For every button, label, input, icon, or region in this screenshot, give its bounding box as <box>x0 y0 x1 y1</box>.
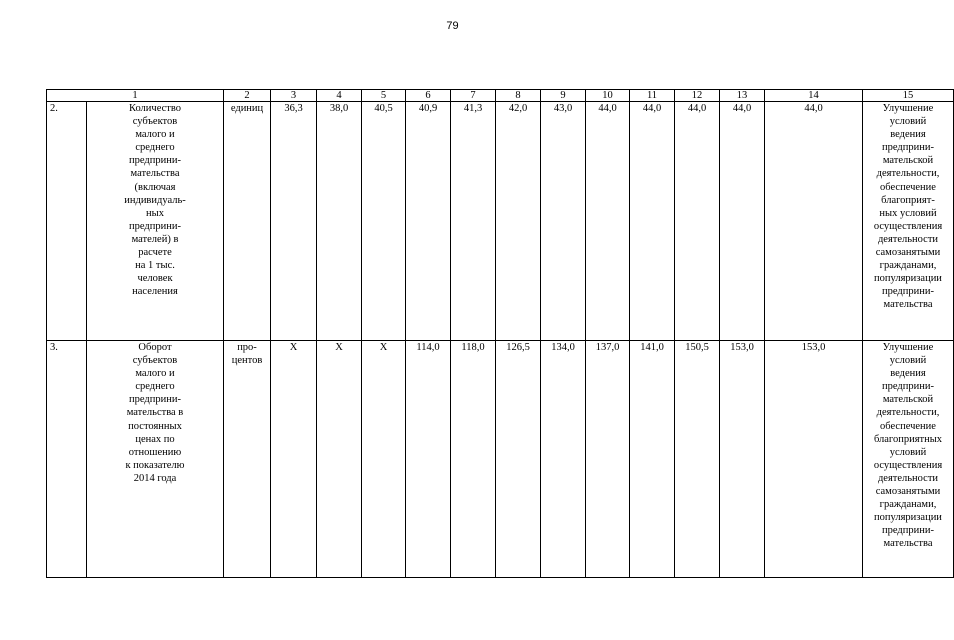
cell-text-line: мательства <box>883 538 933 550</box>
cell-text-line: ведения <box>890 368 926 380</box>
cell-text-line: условий <box>889 446 927 458</box>
header-cell: 2 <box>224 90 271 102</box>
cell-text-line: Количество <box>128 103 182 114</box>
header-cell: 13 <box>720 90 765 102</box>
cell-text-line: на 1 тыс. <box>135 260 175 272</box>
cell-text-line: предприни- <box>882 525 934 537</box>
value-cell: 42,0 <box>496 102 541 341</box>
cell-text-line: среднего <box>135 381 175 393</box>
cell-text-line: мательства <box>130 168 180 180</box>
unit-cell <box>224 341 271 578</box>
cell-text-line: человек <box>137 273 173 285</box>
value-cell: 141,0 <box>630 341 675 578</box>
value-cell: 153,0 <box>720 341 765 578</box>
value-cell: Х <box>271 341 317 578</box>
cell-text-line: мателей) в <box>131 233 179 245</box>
cell-text-line: ных <box>146 207 164 219</box>
header-cell: 15 <box>863 90 954 102</box>
value-cell: 118,0 <box>451 341 496 578</box>
cell-text-line: субъектов <box>132 355 178 367</box>
value-cell: 40,9 <box>406 102 451 341</box>
unit-cell <box>224 102 271 341</box>
cell-text-line: предприни- <box>129 220 181 232</box>
cell-text-line: среднего <box>135 142 175 154</box>
cell-text-line: Улучшение <box>882 103 934 114</box>
value-cell: 153,0 <box>765 341 863 578</box>
cell-text-line: обеспечение <box>880 420 936 432</box>
cell-text-line: (включая <box>134 181 176 193</box>
value-cell: 126,5 <box>496 341 541 578</box>
header-cell: 14 <box>765 90 863 102</box>
cell-text-line: к показателю <box>125 459 185 471</box>
cell-text-line: 2014 года <box>133 472 177 484</box>
value-cell: 41,3 <box>451 102 496 341</box>
cell-text-line: деятельности, <box>876 407 940 419</box>
value-cell: 40,5 <box>362 102 406 341</box>
cell-text-line: центов <box>231 355 263 367</box>
page-number: 79 <box>446 20 459 32</box>
value-cell: 44,0 <box>586 102 630 341</box>
value-cell: 114,0 <box>406 341 451 578</box>
cell-text-line: индивидуаль- <box>124 194 186 206</box>
cell-text-line: самозанятыми <box>875 486 941 498</box>
cell-text-line: гражданами, <box>879 260 937 272</box>
value-cell: 150,5 <box>675 341 720 578</box>
value-cell: 44,0 <box>630 102 675 341</box>
cell-text-line: обеспечение <box>880 181 936 193</box>
indicator-name-cell <box>87 102 224 341</box>
indicators-table <box>46 89 954 578</box>
cell-text-line: благоприят- <box>881 194 935 206</box>
cell-text-line: деятельности <box>877 472 939 484</box>
header-cell: 9 <box>541 90 586 102</box>
header-cell: 11 <box>630 90 675 102</box>
row-number-cell: 3. <box>47 341 87 578</box>
cell-text-line: населения <box>132 286 178 298</box>
cell-text-line: популяризации <box>874 273 942 285</box>
header-cell: 6 <box>406 90 451 102</box>
table-row <box>47 341 954 578</box>
cell-text-line: благоприятных <box>873 433 943 445</box>
cell-text-line: постоянных <box>128 420 182 432</box>
cell-text-line: мательской <box>882 155 934 167</box>
notes-cell <box>863 102 954 341</box>
header-cell: 4 <box>317 90 362 102</box>
cell-text-line: Улучшение <box>882 342 934 353</box>
cell-text-line: осуществления <box>873 459 943 471</box>
cell-text-line: условий <box>889 355 927 367</box>
cell-text-line: мательской <box>882 394 934 406</box>
value-cell: 44,0 <box>675 102 720 341</box>
value-cell: 38,0 <box>317 102 362 341</box>
cell-text-line: деятельности <box>877 233 939 245</box>
row-number-cell: 2. <box>47 102 87 341</box>
value-cell: 44,0 <box>765 102 863 341</box>
cell-text-line: расчете <box>138 247 172 259</box>
cell-text-line: мательства <box>883 299 933 311</box>
cell-text-line: малого и <box>135 129 175 141</box>
value-cell: 137,0 <box>586 341 630 578</box>
cell-text-line: про- <box>237 342 257 353</box>
cell-text-line: предприни- <box>129 394 181 406</box>
cell-text-line: ценах по <box>135 433 175 445</box>
header-cell: 7 <box>451 90 496 102</box>
value-cell: Х <box>362 341 406 578</box>
value-cell: 43,0 <box>541 102 586 341</box>
cell-text-line: предприни- <box>882 142 934 154</box>
cell-text-line: ных условий <box>879 207 937 219</box>
cell-text-line: малого и <box>135 368 175 380</box>
value-cell: 44,0 <box>720 102 765 341</box>
value-cell: Х <box>317 341 362 578</box>
cell-text-line: популяризации <box>874 512 942 524</box>
cell-text-line: предприни- <box>882 381 934 393</box>
cell-text-line: предприни- <box>129 155 181 167</box>
cell-text-line: гражданами, <box>879 499 937 511</box>
notes-cell <box>863 341 954 578</box>
cell-text-line: Оборот <box>138 342 172 353</box>
cell-text-line: деятельности, <box>876 168 940 180</box>
header-cell: 1 <box>47 90 224 102</box>
indicator-name-cell <box>87 341 224 578</box>
header-cell: 8 <box>496 90 541 102</box>
value-cell: 36,3 <box>271 102 317 341</box>
table-row <box>47 102 954 341</box>
header-cell: 5 <box>362 90 406 102</box>
cell-text-line: предприни- <box>882 286 934 298</box>
cell-text-line: самозанятыми <box>875 247 941 259</box>
cell-text-line: осуществления <box>873 220 943 232</box>
column-number-row <box>47 90 954 102</box>
cell-text-line: отношению <box>128 446 182 458</box>
cell-text-line: мательства в <box>126 407 184 419</box>
cell-text-line: условий <box>889 116 927 128</box>
cell-text-line: ведения <box>890 129 926 141</box>
header-cell: 3 <box>271 90 317 102</box>
header-cell: 10 <box>586 90 630 102</box>
value-cell: 134,0 <box>541 341 586 578</box>
cell-text-line: субъектов <box>132 116 178 128</box>
cell-text-line: единиц <box>230 103 264 114</box>
header-cell: 12 <box>675 90 720 102</box>
